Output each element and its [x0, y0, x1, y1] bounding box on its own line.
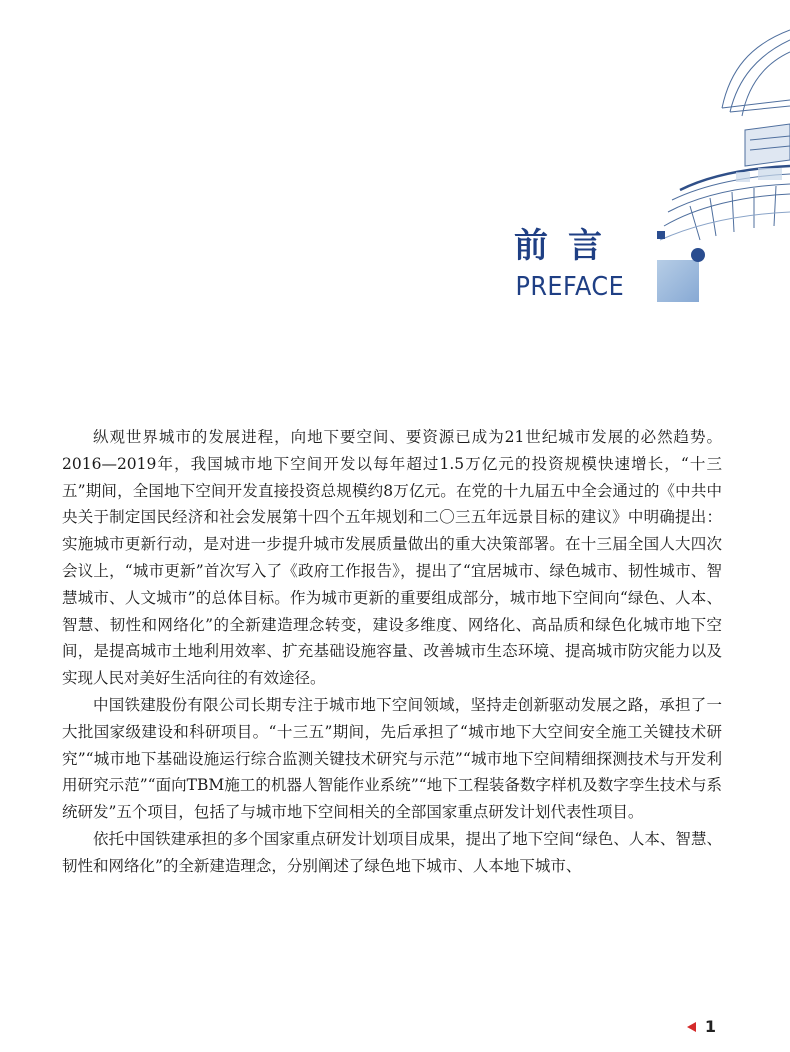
- decorative-dot: [691, 248, 705, 262]
- paragraph: 中国铁建股份有限公司长期专注于城市地下空间领域，坚持走创新驱动发展之路，承担了一大批国家级建设和科研项目。“十三五”期间，先后承担了“城市地下大空间安全施工关键技术研究”“城市地下基础设施运行综合监测关键技术研究与示范”“城市地下空间精细探测技术与开发利用研究示范”“面向TBM施工的机器人智能作业系统”“地下工程装备数字样机及数字孪生技术与系统研发”五个项目，包括了与城市地下空间相关的全部国家重点研发计划代表性项目。: [62, 695, 722, 822]
- page-number: 1: [704, 1017, 716, 1036]
- decorative-square-large: [657, 260, 699, 302]
- paragraph: 依托中国铁建承担的多个国家重点研发计划项目成果，提出了地下空间“绿色、人本、智慧、韧性和网络化”的全新建造理念，分别阐述了绿色地下城市、人本地下城市、: [62, 829, 722, 875]
- page-footer: [687, 1017, 716, 1036]
- paragraph: 纵观世界城市的发展进程，向地下要空间、要资源已成为21世纪城市发展的必然趋势。2016—2019年，我国城市地下空间开发以每年超过1.5万亿元的投资规模快速增长，“十三五”期间，全国地下空间开发直接投资总规模约8万亿元。在党的十九届五中全会通过的《中共中央关于制定国民经济和社会发展第十四个五年规划和二〇三五年远景目标的建议》中明确提出：实施城市更新行动，是对进一步提升城市发展质量做出的重大决策部署。在十三届全国人大四次会议上，“城市更新”首次写入了《政府工作报告》，提出了“宜居城市、绿色城市、韧性城市、智慧城市、人文城市”的总体目标。作为城市更新的重要组成部分，城市地下空间向“绿色、人本、智慧、韧性和网络化”的全新建造理念转变，建设多维度、网络化、高品质和绿色化城市地下空间，是提高城市土地利用效率、扩充基础设施容量、改善城市生态环境、提高城市防灾能力以及实现人民对美好生活向往的有效途径。: [62, 428, 722, 688]
- page-title: 前言: [514, 226, 622, 266]
- triangle-marker-icon: [687, 1022, 696, 1032]
- preface-body: [62, 424, 722, 880]
- decorative-square-small: [657, 231, 665, 239]
- page-subtitle: PREFACE: [515, 272, 624, 302]
